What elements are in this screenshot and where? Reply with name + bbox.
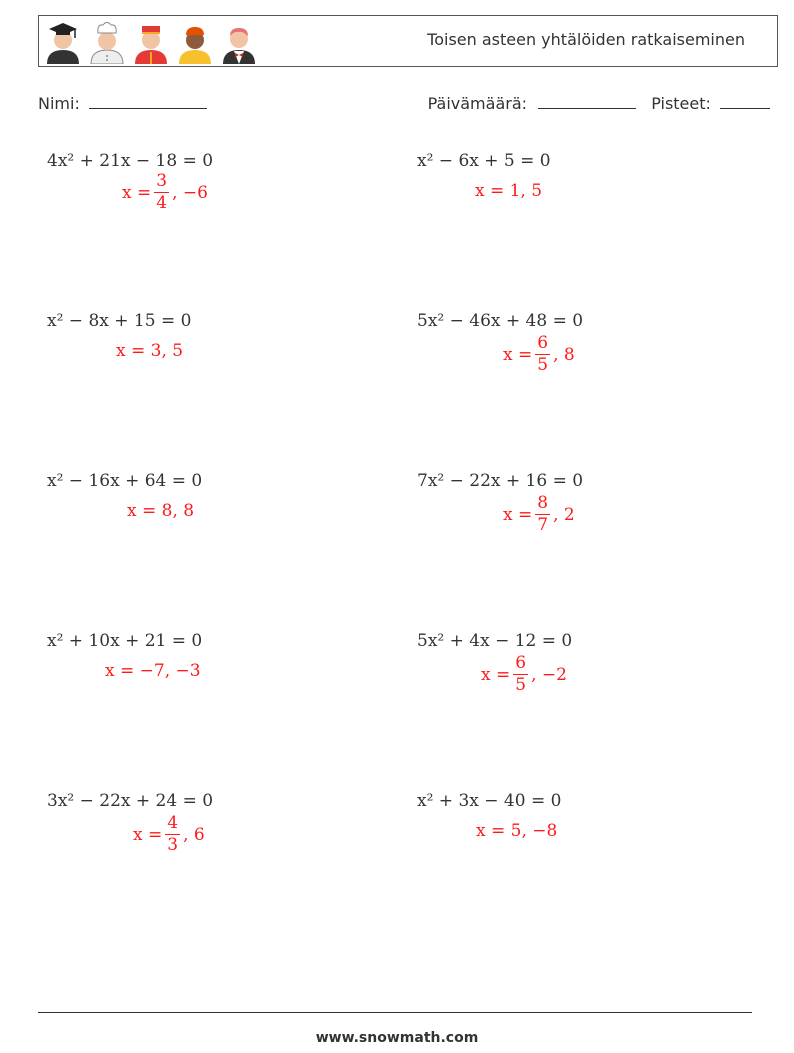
equation: x² − 6x + 5 = 0	[417, 151, 551, 171]
answer-suffix: , 6	[183, 824, 205, 845]
equation: 5x² − 46x + 48 = 0	[417, 311, 584, 331]
fraction-denominator: 5	[537, 355, 549, 375]
answer-suffix: , −2	[531, 664, 567, 685]
answer-prefix: x =	[503, 344, 533, 365]
footer-website[interactable]: www.snowmath.com	[315, 1030, 479, 1046]
answer-suffix: , −6	[172, 182, 208, 203]
graduate-avatar-icon	[45, 20, 81, 64]
equation: x² − 8x + 15 = 0	[47, 311, 192, 331]
answer-prefix: x = −7, −3	[105, 661, 201, 681]
worker-avatar-icon	[177, 20, 213, 64]
equation: 7x² − 22x + 16 = 0	[417, 471, 584, 491]
answer-fraction	[535, 335, 550, 374]
answer-prefix: x = 1, 5	[475, 181, 543, 201]
fraction-numerator: 6	[515, 653, 527, 673]
answer	[476, 821, 557, 841]
bellhop-avatar-icon	[133, 20, 169, 64]
answer-fraction	[165, 815, 180, 854]
worksheet-header	[38, 15, 778, 67]
waiter-avatar-icon	[221, 20, 257, 64]
date-blank[interactable]	[538, 94, 636, 109]
fraction-denominator: 3	[167, 835, 179, 855]
answer-fraction	[535, 495, 550, 534]
name-label: Nimi:	[38, 94, 80, 113]
chef-avatar-icon	[89, 20, 125, 64]
equation: x² − 16x + 64 = 0	[47, 471, 203, 491]
answer	[105, 661, 201, 681]
answer-prefix: x =	[122, 182, 152, 203]
equation: x² + 3x − 40 = 0	[417, 791, 562, 811]
fraction-denominator: 7	[537, 515, 549, 535]
score-label: Pisteet:	[651, 94, 711, 113]
answer	[122, 173, 208, 212]
answer-suffix: , 8	[553, 344, 575, 365]
answer	[133, 815, 205, 854]
date-label: Päivämäärä:	[427, 94, 528, 113]
name-field	[38, 94, 207, 113]
answer	[475, 181, 542, 201]
fraction-denominator: 4	[156, 193, 168, 213]
worksheet-title: Toisen asteen yhtälöiden ratkaiseminen	[427, 30, 745, 49]
answer-fraction	[154, 173, 169, 212]
answer	[481, 655, 567, 694]
equation: 3x² − 22x + 24 = 0	[47, 791, 214, 811]
name-blank[interactable]	[89, 94, 207, 109]
fraction-numerator: 3	[156, 171, 168, 191]
answer	[503, 335, 575, 374]
equation: 5x² + 4x − 12 = 0	[417, 631, 573, 651]
score-blank[interactable]	[720, 94, 770, 109]
answer-prefix: x = 3, 5	[116, 341, 184, 361]
answer-prefix: x = 8, 8	[127, 501, 195, 521]
answer-fraction	[513, 655, 528, 694]
answer-suffix: , 2	[553, 504, 575, 525]
answer-prefix: x =	[503, 504, 533, 525]
fraction-numerator: 6	[537, 333, 549, 353]
equation: 4x² + 21x − 18 = 0	[47, 151, 214, 171]
avatar-row	[45, 20, 265, 64]
answer	[116, 341, 183, 361]
date-score-fields	[428, 94, 770, 113]
equation: x² + 10x + 21 = 0	[47, 631, 203, 651]
fraction-numerator: 8	[537, 493, 549, 513]
footer-divider	[38, 1012, 752, 1013]
fraction-numerator: 4	[167, 813, 179, 833]
fraction-denominator: 5	[515, 675, 527, 695]
answer-prefix: x = 5, −8	[476, 821, 558, 841]
answer-prefix: x =	[481, 664, 511, 685]
answer-prefix: x =	[133, 824, 163, 845]
answer	[127, 501, 194, 521]
answer	[503, 495, 575, 534]
